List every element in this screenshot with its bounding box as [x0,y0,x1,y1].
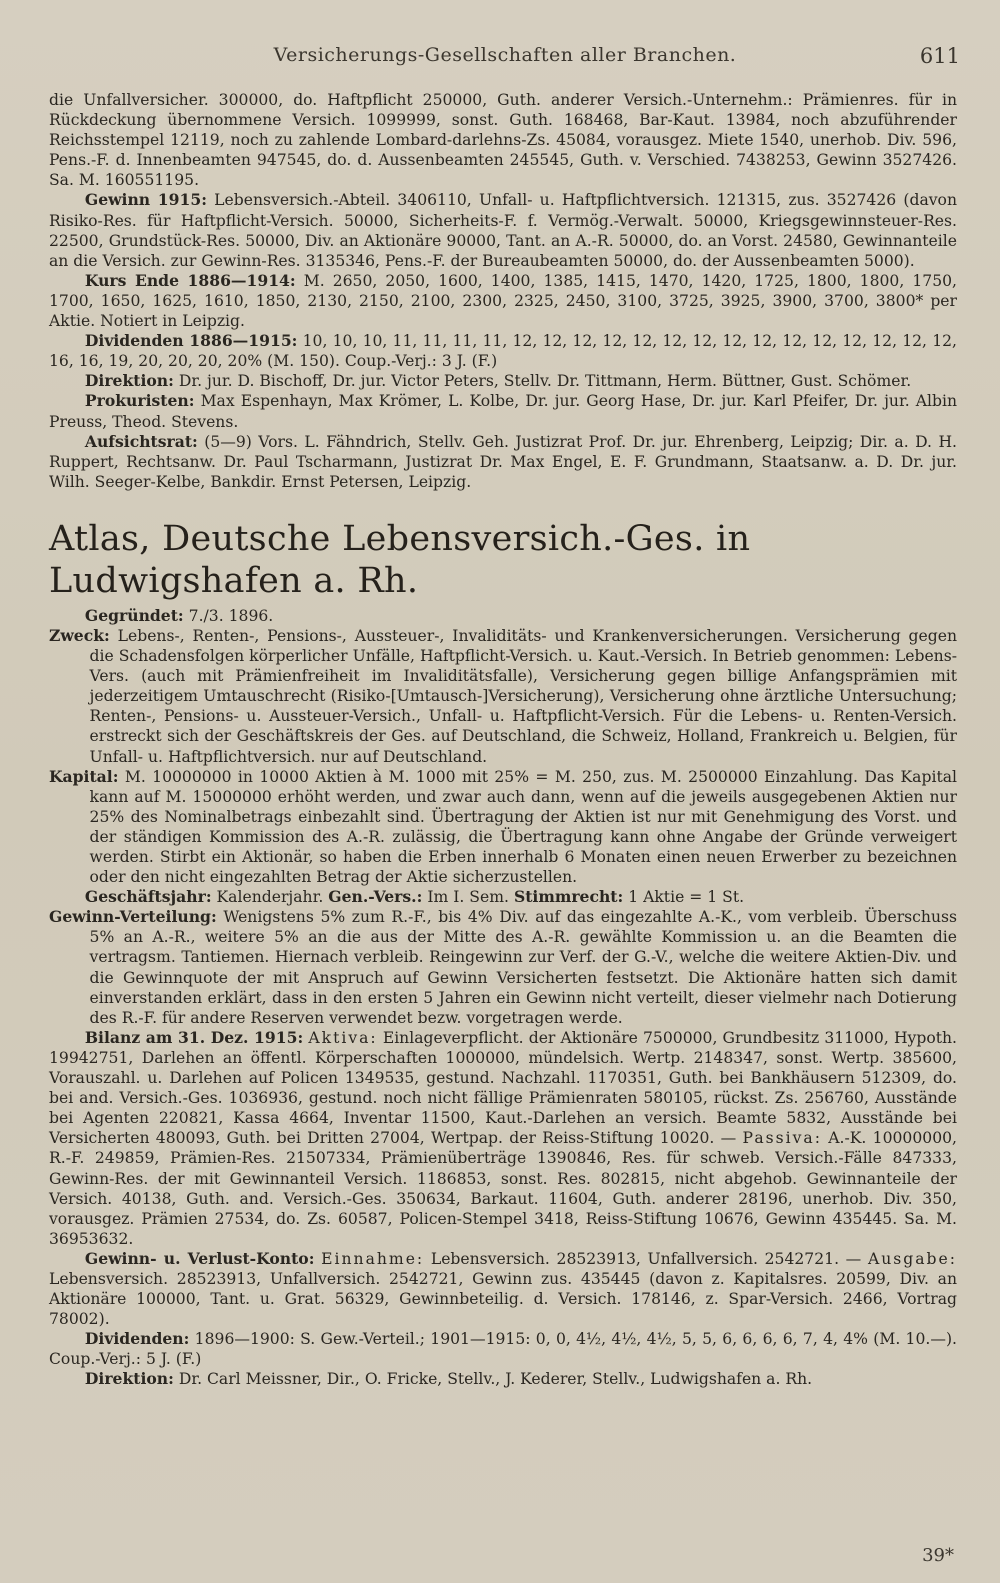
company-dividenden-text: 1896—1900: S. Gew.-Verteil.; 1901—1915: 0, 0, 4½, 4½, 4½, 5, 5, 6, 6, 6, 6, 7, 4, 4% (M. 10.—). Coup.-Verj.: 5 J. (F.) [49,1330,957,1369]
kurs-paragraph [49,271,957,331]
page-header [50,44,960,74]
aufsichtsrat-paragraph [49,432,957,492]
dividenden-label: Dividenden 1886—1915: [84,331,298,351]
kapital-label: Kapital: [49,766,119,786]
aktiva-text: Einlageverpflicht. der Aktionäre 7500000, Grundbesitz 311000, Hypoth. 19942751, Darlehen an öffentl. Körperschaften 1000000, mündelsich. Wertp. 2148347, sonst. Wertp. 385600, Vorauszahl. u. Darlehen auf Policen 1349535, gestund. Nachzahl. 1170351, Guth. bei Bankhäusern 512309, do. bei and. Versich.-Ges. 1036936, gestund. noch nicht fällige Prämienraten 580105, rückst. Zs. 256760, Ausstände bei Agenten 220821, Kassa 4664, Inventar 11500, Kaut.-Darlehen an versich. Beamte 5832, Ausstände bei Versicherten 480093, Guth. bei Dritten 27004, Wertpap. der Reiss-Stiftung 10020. — [49,1028,957,1148]
passiva-label: Passiva: [742,1129,822,1148]
running-head: Versicherungs-Gesellschaften aller Branchen. [273,44,737,66]
guv-label: Gewinn- u. Verlust-Konto: [84,1248,315,1268]
gewinn-verteilung-text: Wenigstens 5% zum R.-F., bis 4% Div. auf das eingezahlte A.-K., vom verbleib. Überschuss 5% an A.-R., weitere 5% an die aus der Mitte des A.-R. gewählte Kommission u. an die Beamten die vertragsm. Tantiemen. Hiernach verbleib. Reingewinn zur Verf. der G.-V., welche die weitere Aktien-Div. und die Gewinnquote der mit Anspruch auf Gewinn Versicherten festsetzt. Die Aktionäre hatten sich damit einverstanden erklärt, dass in den ersten 5 Jahren ein Gewinn nicht verteilt, dieser vielmehr nach Dotierung des R.-F. für andere Reserven verwendet bezw. vorgetragen werde. [89,908,957,1027]
signature-mark: 39* [922,1545,954,1566]
company-direktion-text: Dr. Carl Meissner, Dir., O. Fricke, Stellv., J. Kederer, Stellv., Ludwigshafen a. Rh. [173,1370,813,1389]
bilanz-label: Bilanz am 31. Dez. 1915: [84,1027,304,1047]
geschaeftsjahr-text: Kalenderjahr. [211,888,324,907]
gegruendet-label: Gegründet: [84,605,184,625]
geschaeftsjahr-paragraph [49,887,957,907]
company-dividenden-paragraph [49,1329,957,1369]
bilanz-paragraph [49,1028,957,1249]
kurs-text: M. 2650, 2050, 1600, 1400, 1385, 1415, 1470, 1420, 1725, 1800, 1800, 1750, 1700, 1650, 1625, 1610, 1850, 2130, 2150, 2100, 2300, 2325, 2450, 3100, 3725, 3925, 3900, 3700, 3800* per Aktie. Notiert in Leipzig. [49,271,957,331]
company-dividenden-label: Dividenden: [84,1329,190,1349]
aktiva-label: Aktiva: [308,1028,378,1047]
company-direktion-paragraph [49,1369,957,1389]
gewinn-verteilung-paragraph [49,907,957,1028]
company-title: Atlas, Deutsche Lebensversich.-Ges. in Ludwigshafen a. Rh. [49,518,751,601]
kapital-paragraph [49,767,957,888]
kapital-text: M. 10000000 in 10000 Aktien à M. 1000 mit 25% = M. 250, zus. M. 2500000 Einzahlung. Das Kapital kann auf M. 15000000 erhöht werden, und zwar auch dann, wenn auf die jeweils ausgegebenen Aktien nur 25% des Nominalbetrags einbezahlt sind. Übertragung der Aktien ist nur mit Genehmigung des Vorst. und der ständigen Kommission des A.-R. zulässig, die Übertragung kann ohne Angabe der Gründe verweigert werden. Stirbt ein Aktionär, so haben die Erben innerhalb 6 Monaten einen neuen Erwerber zu bezeichnen oder den nicht eingezahlten Betrag der Aktie sicherzustellen. [89,767,957,887]
direktion-text: Dr. jur. D. Bischoff, Dr. jur. Victor Peters, Stellv. Dr. Tittmann, Herm. Büttner, Gust. Schömer. [173,372,912,391]
guv-paragraph [49,1249,957,1329]
ausgabe-label: Ausgabe: [867,1249,957,1268]
zweck-text: Lebens-, Renten-, Pensions-, Aussteuer-, Invaliditäts- und Krankenversicherungen. Versicherung gegen die Schadensfolgen körperlicher Unfälle, Haftpflicht-Versich. u. Kaut.-Versich. In Betrieb genommen: Lebens-Vers. (auch mit Prämienfreiheit im Invaliditätsfalle), Versicherung gegen billige Anfangsprämien mit jederzeitigem Umtauschrecht (Risiko-[Umtausch-]Versicherung), Versicherung ohne ärztliche Untersuchung; Renten-, Pensions- u. Aussteuer-Versich., Unfall- u. Haftpflicht-Versich. Für die Lebens- u. Renten-Versich. erstreckt sich der Geschäftskreis der Ges. auf Deutschland, die Schweiz, Holland, Frankreich u. Belgien, für Unfall- u. Haftpflichtversich. nur auf Deutschland. [89,626,957,766]
direktion-paragraph [49,371,957,391]
prokuristen-paragraph [49,391,957,431]
dividenden-text: 10, 10, 10, 11, 11, 11, 11, 12, 12, 12, 12, 12, 12, 12, 12, 12, 12, 12, 12, 12, 12, 12, 16, 16, 19, 20, 20, 20, 20% (M. 150). Coup.-Verj.: 3 J. (F.) [49,332,957,371]
stimmrecht-text: 1 Aktie = 1 St. [623,888,745,907]
prokuristen-label: Prokuristen: [84,391,195,411]
einnahme-text: Lebensversich. 28523913, Unfallversich. 2542721. — [424,1249,862,1268]
gegruendet-text: 7./3. 1896. [183,606,274,625]
aufsichtsrat-text: (5—9) Vors. L. Fähndrich, Stellv. Geh. Justizrat Prof. Dr. jur. Ehrenberg, Leipzig; Dir. a. D. H. Ruppert, Rechtsanw. Dr. Paul Tscharmann, Justizrat Dr. Max Engel, E. F. Grundmann, Staatsanw. a. D. Dr. jur. Wilh. Seeger-Kelbe, Bankdir. Ernst Petersen, Leipzig. [49,432,957,491]
ausgabe-text: Lebensversich. 28523913, Unfallversich. 2542721, Gewinn zus. 435445 (davon z. Kapitalsres. 20599, Div. an Aktionäre 100000, Tant. u. Grat. 56329, Gewinnbeteilig. d. Versich. 178146, z. Spar-Versich. 2466, Vortrag 78002). [49,1269,957,1329]
zweck-label: Zweck: [49,625,110,645]
direktion-label: Direktion: [84,371,174,391]
gewinn-paragraph [49,190,957,270]
gegruendet-paragraph [49,606,957,626]
gewinn-text: Lebensversich.-Abteil. 3406110, Unfall- u. Haftpflichtversich. 121315, zus. 3527426 (davon Risiko-Res. für Haftpflicht-Versich. 50000, Sicherheits-F. f. Vermög.-Verwalt. 50000, Kriegsgewinnsteuer-Res. 22500, Grundstück-Res. 50000, Div. an Aktionäre 90000, Tant. an A.-R. 50000, do. an Vorst. 24580, Gewinnanteile an die Versich. zur Gewinn-Res. 3135346, Pens.-F. der Bureaubeamten 50000, do. der Aussenbeamten 5000). [49,191,957,270]
einnahme-label: Einnahme: [321,1249,425,1268]
kurs-label: Kurs Ende 1886—1914: [84,270,296,290]
gewinn-verteilung-label: Gewinn-Verteilung: [49,907,217,927]
prokuristen-text: Max Espenhayn, Max Krömer, L. Kolbe, Dr. jur. Georg Hase, Dr. jur. Karl Pfeifer, Dr. jur. Albin Preuss, Theod. Stevens. [49,392,957,431]
company-direktion-label: Direktion: [84,1369,174,1389]
page-number: 611 [919,44,960,68]
zweck-paragraph [49,626,957,767]
aufsichtsrat-label: Aufsichtsrat: [84,431,198,451]
passiva-text: A.-K. 10000000, R.-F. 249859, Prämien-Res. 21507334, Prämienüberträge 1390846, Res. für schweb. Versich.-Fälle 847333, Gewinn-Res. der mit Gewinnanteil Versich. 1186853, sonst. Res. 802815, nicht abgehob. Gewinnanteile der Versich. 40138, Guth. and. Versich.-Ges. 350634, Barkaut. 11604, Guth. anderer 28196, unerhob. Div. 350, vorausgez. Prämien 27534, do. Zs. 60587, Policen-Stempel 3418, Reiss-Stiftung 10676, Gewinn 435445. Sa. M. 36953632. [49,1129,957,1248]
geschaeftsjahr-label: Geschäftsjahr: [84,887,212,907]
dividenden-paragraph [49,331,957,371]
genvers-label: Gen.-Vers.: [328,887,423,907]
genvers-text: Im I. Sem. [422,888,509,907]
gewinn-label: Gewinn 1915: [84,190,207,210]
balance-continuation: die Unfallversicher. 300000, do. Haftpflicht 250000, Guth. anderer Versich.-Unternehm.: Prämienres. für in Rückdeckung übernommene Versich. 1099999, sonst. Guth. 168468, Bar-Kaut. 13984, noch abzuführender Reichsstempel 12119, noch zu zahlende Lombard-darlehns-Zs. 45084, vorausgez. Miete 1540, unerhob. Div. 596, Pens.-F. d. Innenbeamten 947545, do. d. Aussenbeamten 245545, Guth. v. Verschied. 7438253, Gewinn 3527426. Sa. M. 160551195. [49,91,957,190]
stimmrecht-label: Stimmrecht: [513,887,624,907]
page-body [49,90,957,1390]
